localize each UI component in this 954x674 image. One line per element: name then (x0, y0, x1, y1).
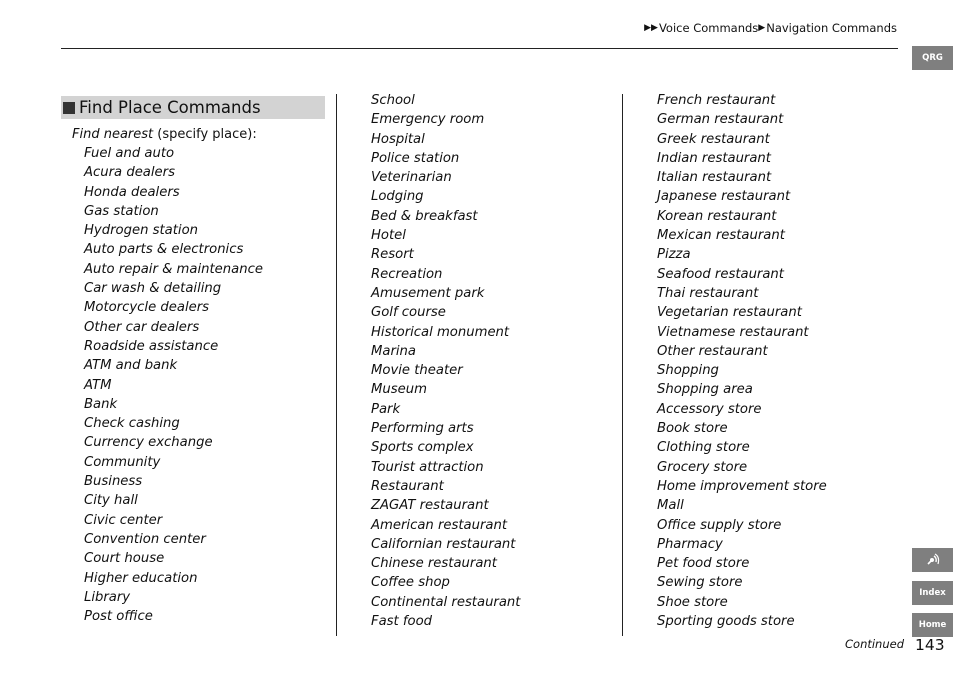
place-list-column-3 (657, 91, 827, 631)
place-item: Vietnamese restaurant (657, 324, 809, 340)
place-list-column-2 (371, 91, 520, 631)
home-tab[interactable]: Home (912, 613, 953, 637)
section-square-icon (63, 102, 75, 114)
place-item: Californian restaurant (371, 536, 516, 552)
place-item: Museum (371, 382, 427, 398)
place-item: Thai restaurant (657, 285, 759, 301)
place-item: Mall (657, 498, 684, 514)
place-item: Marina (371, 343, 416, 359)
place-item: Emergency room (371, 112, 485, 128)
place-item: Indian restaurant (657, 150, 771, 166)
place-item: Historical monument (371, 324, 510, 340)
place-item: School (371, 93, 415, 108)
place-item: Auto parts & electronics (84, 242, 244, 258)
voice-command-icon (925, 552, 941, 568)
place-list-column-1 (84, 144, 263, 626)
place-item: Car wash & detailing (84, 281, 222, 297)
place-item: Amusement park (371, 285, 485, 301)
place-item: Motorcycle dealers (84, 300, 210, 316)
place-item: Italian restaurant (657, 170, 772, 186)
place-item: Coffee shop (371, 575, 450, 591)
place-item: Performing arts (371, 421, 474, 437)
place-item: Auto repair & maintenance (84, 261, 263, 277)
place-item: Roadside assistance (84, 338, 219, 354)
place-item: Higher education (84, 570, 198, 586)
place-item: Shoe store (657, 594, 728, 610)
place-item: Continental restaurant (371, 594, 521, 610)
place-item: Tourist attraction (371, 459, 484, 475)
place-item: Community (84, 454, 161, 470)
place-item: Business (84, 474, 143, 490)
section-header (61, 96, 325, 119)
place-item: Check cashing (84, 416, 180, 432)
header-rule (61, 48, 898, 49)
breadcrumb-navigation-commands[interactable]: Navigation Commands (766, 21, 897, 35)
place-item: Japanese restaurant (657, 189, 791, 205)
place-item: Restaurant (371, 478, 444, 494)
place-item: Office supply store (657, 517, 782, 533)
qrg-tab[interactable]: QRG (912, 46, 953, 70)
place-item: Bed & breakfast (371, 208, 478, 224)
place-item: Chinese restaurant (371, 556, 497, 572)
place-item: Shopping area (657, 382, 753, 398)
place-item: French restaurant (657, 93, 776, 108)
place-item: Pet food store (657, 556, 750, 572)
place-item: Fast food (371, 614, 433, 630)
intro-command: Find nearest (72, 127, 154, 142)
place-item: ZAGAT restaurant (371, 498, 489, 514)
place-item: Sewing store (657, 575, 743, 591)
place-item: Other restaurant (657, 343, 768, 359)
place-item: Court house (84, 551, 165, 567)
place-item: Book store (657, 421, 728, 437)
place-item: Police station (371, 150, 460, 166)
place-item: Convention center (84, 531, 206, 547)
place-item: Korean restaurant (657, 208, 777, 224)
continued-label: Continued (845, 637, 905, 651)
place-item: Sports complex (371, 440, 474, 456)
section-title: Find Place Commands (79, 98, 261, 117)
place-item: Pizza (657, 247, 691, 263)
place-item: Fuel and auto (84, 146, 175, 161)
place-item: Park (371, 401, 401, 417)
place-item: Bank (84, 396, 118, 412)
breadcrumb (644, 21, 897, 35)
place-item: Veterinarian (371, 170, 452, 186)
place-item: Resort (371, 247, 414, 263)
place-item: ATM (84, 377, 112, 393)
place-item: ATM and bank (84, 358, 178, 374)
place-item: Post office (84, 609, 153, 625)
place-item: Clothing store (657, 440, 750, 456)
place-item: Lodging (371, 189, 424, 205)
place-item: Home improvement store (657, 478, 827, 494)
column-divider (622, 94, 623, 636)
place-item: Grocery store (657, 459, 748, 475)
place-item: Hotel (371, 228, 406, 244)
breadcrumb-voice-commands[interactable]: Voice Commands (658, 21, 759, 35)
place-item: Shopping (657, 363, 719, 379)
breadcrumb-separator-icon: ▶ (758, 23, 766, 33)
place-item: Currency exchange (84, 435, 213, 451)
place-item: Recreation (371, 266, 443, 282)
index-tab[interactable]: Index (912, 581, 953, 605)
place-item: Vegetarian restaurant (657, 305, 802, 321)
page-number: 143 (915, 636, 945, 654)
breadcrumb-arrow-icon: ▶▶ (644, 23, 658, 33)
place-item: Pharmacy (657, 536, 723, 552)
place-item: Acura dealers (84, 165, 175, 181)
place-item: Honda dealers (84, 184, 180, 200)
place-item: Greek restaurant (657, 131, 770, 147)
place-item: Seafood restaurant (657, 266, 784, 282)
place-item: Accessory store (657, 401, 762, 417)
place-item: Other car dealers (84, 319, 200, 335)
place-item: City hall (84, 493, 138, 509)
place-item: Sporting goods store (657, 614, 795, 630)
column-divider (336, 94, 337, 636)
place-item: Movie theater (371, 363, 463, 379)
place-item: Hospital (371, 131, 425, 147)
place-item: Hydrogen station (84, 223, 198, 239)
place-item: Golf course (371, 305, 446, 321)
voice-tab[interactable] (912, 548, 953, 572)
place-item: Library (84, 589, 131, 605)
intro-line (72, 125, 257, 144)
place-item: Gas station (84, 203, 159, 219)
place-item: Mexican restaurant (657, 228, 785, 244)
place-item: German restaurant (657, 112, 784, 128)
place-item: Civic center (84, 512, 163, 528)
place-item: American restaurant (371, 517, 507, 533)
intro-note: (specify place): (153, 127, 257, 142)
